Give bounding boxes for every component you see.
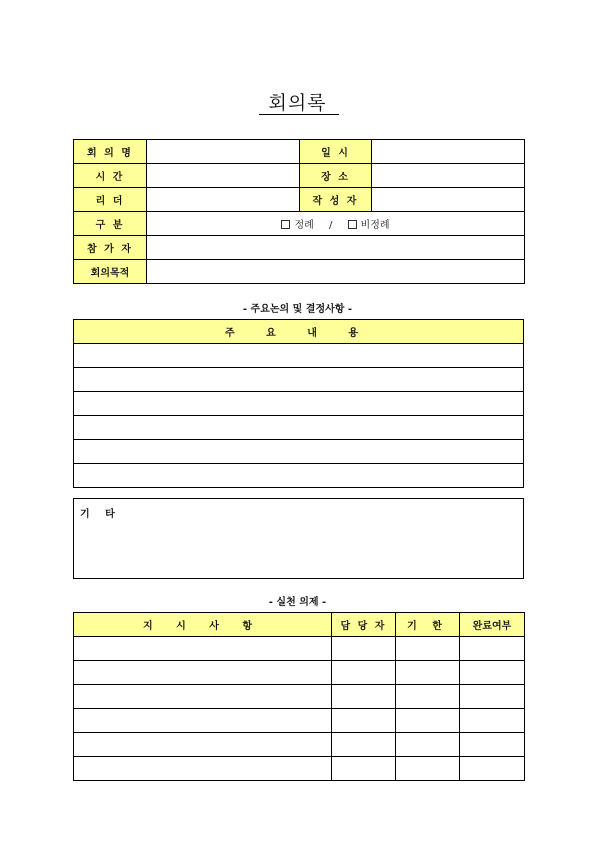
deadline-cell[interactable]	[396, 637, 460, 661]
action-items-table	[73, 612, 525, 781]
assignee-cell[interactable]	[332, 637, 396, 661]
assignee-cell[interactable]	[332, 685, 396, 709]
instruction-cell[interactable]	[74, 637, 332, 661]
instruction-cell[interactable]	[74, 685, 332, 709]
time-label: 시 간	[74, 164, 147, 188]
instruction-header: 지 시 사 항	[74, 613, 332, 637]
discussion-header: 주 요 내 용	[74, 320, 524, 344]
deadline-cell[interactable]	[396, 685, 460, 709]
time-field[interactable]	[147, 164, 300, 188]
completion-cell[interactable]	[460, 709, 525, 733]
table-row	[74, 685, 525, 709]
discussion-row[interactable]	[74, 464, 524, 488]
purpose-field[interactable]	[147, 260, 525, 284]
place-label: 장 소	[300, 164, 372, 188]
etc-box[interactable]	[73, 498, 524, 579]
document-title: 회의록	[268, 92, 327, 114]
regular-option-label: 정례	[294, 220, 314, 231]
datetime-field[interactable]	[372, 140, 525, 164]
discussion-row[interactable]	[74, 416, 524, 440]
completion-cell[interactable]	[460, 685, 525, 709]
discussion-row[interactable]	[74, 368, 524, 392]
completion-cell[interactable]	[460, 661, 525, 685]
discussion-row[interactable]	[74, 440, 524, 464]
instruction-cell[interactable]	[74, 733, 332, 757]
attendees-field[interactable]	[147, 236, 525, 260]
datetime-label: 일 시	[300, 140, 372, 164]
table-row	[74, 733, 525, 757]
discussion-row[interactable]	[74, 392, 524, 416]
completion-cell[interactable]	[460, 733, 525, 757]
discussion-row[interactable]	[74, 344, 524, 368]
place-field[interactable]	[372, 164, 525, 188]
irregular-checkbox[interactable]	[348, 220, 357, 229]
discussion-table	[73, 319, 524, 488]
deadline-header: 기 한	[396, 613, 460, 637]
irregular-option-label: 비정례	[360, 220, 390, 231]
action-items-section-title: - 실천 의제 -	[268, 597, 327, 608]
meeting-name-label: 회 의 명	[74, 140, 147, 164]
deadline-cell[interactable]	[396, 733, 460, 757]
meeting-name-field[interactable]	[147, 140, 300, 164]
title-underline	[259, 114, 339, 115]
division-field	[147, 212, 525, 236]
table-row	[74, 709, 525, 733]
table-row	[74, 757, 525, 781]
deadline-cell[interactable]	[396, 757, 460, 781]
table-row	[74, 661, 525, 685]
deadline-cell[interactable]	[396, 661, 460, 685]
attendees-label: 참 가 자	[74, 236, 147, 260]
regular-checkbox[interactable]	[281, 220, 290, 229]
purpose-label: 회의목적	[74, 260, 147, 284]
writer-field[interactable]	[372, 188, 525, 212]
division-separator: /	[328, 220, 333, 231]
assignee-cell[interactable]	[332, 757, 396, 781]
assignee-header: 담 당 자	[332, 613, 396, 637]
assignee-cell[interactable]	[332, 661, 396, 685]
instruction-cell[interactable]	[74, 709, 332, 733]
completion-header: 완료여부	[460, 613, 525, 637]
discussion-section-title: - 주요논의 및 결정사항 -	[242, 304, 353, 315]
instruction-cell[interactable]	[74, 757, 332, 781]
etc-label: 기 타	[80, 509, 121, 520]
assignee-cell[interactable]	[332, 709, 396, 733]
completion-cell[interactable]	[460, 637, 525, 661]
table-row	[74, 637, 525, 661]
instruction-cell[interactable]	[74, 661, 332, 685]
deadline-cell[interactable]	[396, 709, 460, 733]
division-label: 구 분	[74, 212, 147, 236]
assignee-cell[interactable]	[332, 733, 396, 757]
leader-field[interactable]	[147, 188, 300, 212]
writer-label: 작 성 자	[300, 188, 372, 212]
meeting-info-table	[73, 139, 525, 284]
leader-label: 리 더	[74, 188, 147, 212]
completion-cell[interactable]	[460, 757, 525, 781]
